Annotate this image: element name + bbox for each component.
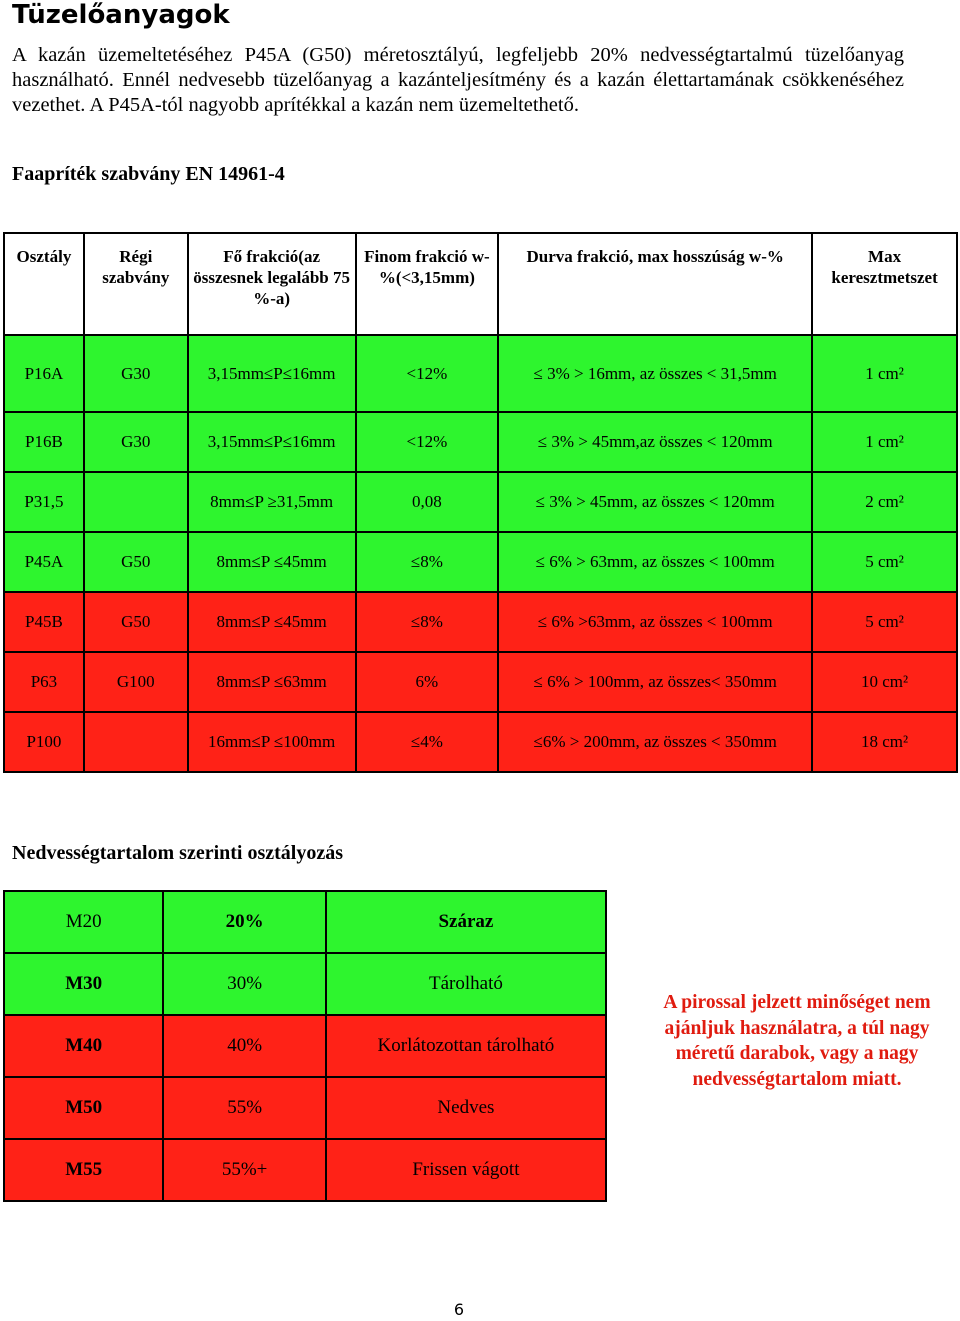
table-cell: 8mm≤P ≤45mm — [188, 592, 356, 652]
table-cell: 1 cm² — [812, 412, 957, 472]
table-cell: 20% — [163, 891, 325, 953]
table-cell: 8mm≤P ≤45mm — [188, 532, 356, 592]
table-cell: ≤ 3% > 45mm,az összes < 120mm — [498, 412, 812, 472]
table-cell: G30 — [84, 335, 188, 412]
table-cell: Frissen vágott — [326, 1139, 606, 1201]
table-cell: ≤ 3% > 16mm, az összes < 31,5mm — [498, 335, 812, 412]
table-row — [4, 1015, 606, 1077]
table-cell: 3,15mm≤P≤16mm — [188, 412, 356, 472]
table-cell — [84, 712, 188, 772]
table-cell: P45A — [4, 532, 84, 592]
header-cell: Max keresztmetszet — [812, 233, 957, 335]
table-cell: G50 — [84, 532, 188, 592]
table-cell: ≤ 6% > 63mm, az összes < 100mm — [498, 532, 812, 592]
page-title: Tüzelőanyagok — [12, 0, 230, 30]
table-cell: P31,5 — [4, 472, 84, 532]
table-cell: ≤ 6% >63mm, az összes < 100mm — [498, 592, 812, 652]
table-cell: P100 — [4, 712, 84, 772]
table-row — [4, 652, 957, 712]
table-cell: 3,15mm≤P≤16mm — [188, 335, 356, 412]
header-cell: Durva frakció, max hosszúság w-% — [498, 233, 812, 335]
table-cell: Tárolható — [326, 953, 606, 1015]
header-cell: Régi szabvány — [84, 233, 188, 335]
table-cell: 1 cm² — [812, 335, 957, 412]
table-cell: G100 — [84, 652, 188, 712]
table-cell: 40% — [163, 1015, 325, 1077]
page-number: 6 — [453, 1300, 465, 1319]
header-cell: Fő frakció(az összesnek legalább 75 %-a) — [188, 233, 356, 335]
table-cell: <12% — [356, 335, 499, 412]
table-cell: 6% — [356, 652, 499, 712]
table-cell: 10 cm² — [812, 652, 957, 712]
moisture-table-title: Nedvességtartalom szerinti osztályozás — [12, 842, 344, 864]
table-cell: 8mm≤P ≤63mm — [188, 652, 356, 712]
table-row — [4, 472, 957, 532]
table-header-row — [4, 233, 957, 335]
table-cell: 2 cm² — [812, 472, 957, 532]
table-cell: P16A — [4, 335, 84, 412]
table-cell: ≤8% — [356, 592, 499, 652]
table-cell: ≤ 6% > 100mm, az összes< 350mm — [498, 652, 812, 712]
table-row — [4, 412, 957, 472]
table-cell: M40 — [4, 1015, 163, 1077]
fuel-table-title: Faapríték szabvány EN 14961-4 — [12, 163, 285, 185]
table-cell: G30 — [84, 412, 188, 472]
table-cell: 18 cm² — [812, 712, 957, 772]
table-cell: M20 — [4, 891, 163, 953]
table-cell: ≤4% — [356, 712, 499, 772]
table-cell: 8mm≤P ≥31,5mm — [188, 472, 356, 532]
header-cell: Finom frakció w-%(<3,15mm) — [356, 233, 499, 335]
table-cell: M50 — [4, 1077, 163, 1139]
table-cell: 16mm≤P ≤100mm — [188, 712, 356, 772]
table-cell: M30 — [4, 953, 163, 1015]
table-cell: P63 — [4, 652, 84, 712]
table-cell: 55%+ — [163, 1139, 325, 1201]
table-row — [4, 592, 957, 652]
warning-note: A pirossal jelzett minőséget nem ajánljuk használatra, a túl nagy méretű darabok, vagy a nagy nedvességtartalom miatt. — [663, 992, 931, 1090]
table-cell: G50 — [84, 592, 188, 652]
table-cell: P45B — [4, 592, 84, 652]
table-cell — [84, 472, 188, 532]
table-row — [4, 1077, 606, 1139]
table-cell: Száraz — [326, 891, 606, 953]
header-cell: Osztály — [4, 233, 84, 335]
moisture-class-table — [3, 890, 607, 1202]
table-cell: ≤8% — [356, 532, 499, 592]
table-cell: 55% — [163, 1077, 325, 1139]
table-cell: Korlátozottan tárolható — [326, 1015, 606, 1077]
table-cell: 0,08 — [356, 472, 499, 532]
table-cell: M55 — [4, 1139, 163, 1201]
table-cell: Nedves — [326, 1077, 606, 1139]
fuel-standard-table — [3, 232, 958, 773]
table-cell: 5 cm² — [812, 532, 957, 592]
table-row — [4, 953, 606, 1015]
table-cell: ≤6% > 200mm, az összes < 350mm — [498, 712, 812, 772]
table-row — [4, 891, 606, 953]
table-row — [4, 712, 957, 772]
table-row — [4, 1139, 606, 1201]
table-cell: P16B — [4, 412, 84, 472]
table-cell: 30% — [163, 953, 325, 1015]
table-row — [4, 335, 957, 412]
intro-paragraph: A kazán üzemeltetéséhez P45A (G50) méretosztályú, legfeljebb 20% nedvességtartalmú tüzelőanyag használható. Ennél nedvesebb tüzelőanyag a kazánteljesítmény és a kazán élettartamának csökkenéséhez vezethet. A P45A-tól nagyobb aprítékkal a kazán nem üzemeltethető. — [12, 44, 904, 116]
table-row — [4, 532, 957, 592]
table-cell: ≤ 3% > 45mm, az összes < 120mm — [498, 472, 812, 532]
table-cell: 5 cm² — [812, 592, 957, 652]
table-cell: <12% — [356, 412, 499, 472]
